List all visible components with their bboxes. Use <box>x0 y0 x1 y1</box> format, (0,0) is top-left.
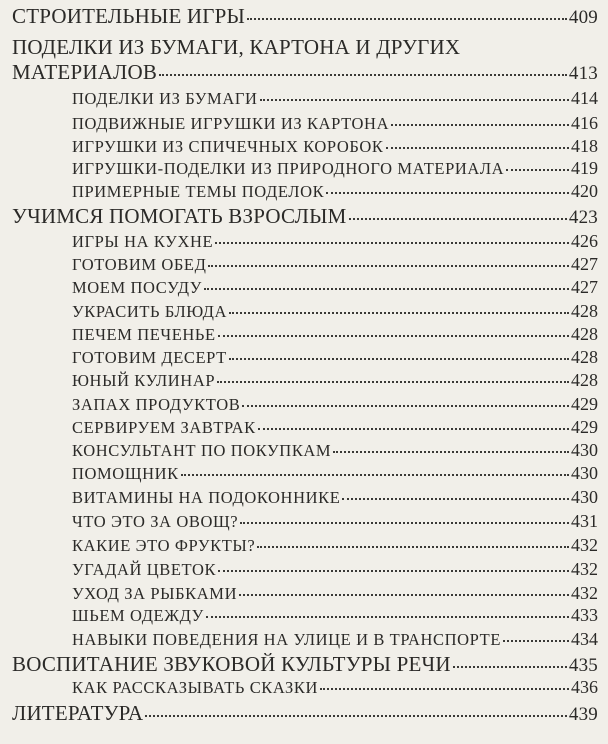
toc-entry-title: ЛИТЕРАТУРА <box>12 701 144 725</box>
leader-dots <box>333 451 569 453</box>
toc-entry-title: ИГРУШКИ-ПОДЕЛКИ ИЗ ПРИРОДНОГО МАТЕРИАЛА <box>72 159 505 178</box>
leader-dots <box>326 192 569 194</box>
toc-entry-title: ПЕЧЕМ ПЕЧЕНЬЕ <box>72 325 216 344</box>
toc-entry-page: 413 <box>568 63 598 84</box>
toc-entry <box>72 254 598 275</box>
toc-entry <box>72 677 598 698</box>
toc-entry <box>72 440 598 461</box>
toc-entry-page: 427 <box>571 254 598 274</box>
toc-entry <box>72 136 598 157</box>
toc-entry <box>12 204 598 229</box>
toc-entry-page: 416 <box>571 113 598 133</box>
toc-entry-page: 436 <box>571 677 598 697</box>
toc-entry-page: 430 <box>571 487 598 507</box>
toc-entry-title: КАК РАССКАЗЫВАТЬ СКАЗКИ <box>72 678 319 697</box>
leader-dots <box>218 570 569 572</box>
leader-dots <box>247 18 567 20</box>
leader-dots <box>503 640 569 642</box>
toc-entry-page: 419 <box>571 158 598 178</box>
leader-dots <box>242 405 569 407</box>
toc-entry-title: СЕРВИРУЕМ ЗАВТРАК <box>72 418 256 437</box>
toc-entry-title: ИГРЫ НА КУХНЕ <box>72 232 214 251</box>
toc-entry-title: ПОДЕЛКИ ИЗ БУМАГИ <box>72 89 258 108</box>
toc-entry-page: 428 <box>571 347 598 367</box>
leader-dots <box>320 688 569 690</box>
toc-entry-title: ЗАПАХ ПРОДУКТОВ <box>72 395 241 414</box>
toc-entry-page: 434 <box>571 629 598 649</box>
toc-entry-title: СТРОИТЕЛЬНЫЕ ИГРЫ <box>12 4 246 28</box>
toc-entry-title: ШЬЕМ ОДЕЖДУ <box>72 606 204 625</box>
toc-entry-page: 432 <box>571 535 598 555</box>
leader-dots <box>215 242 569 244</box>
toc-entry-title: МОЕМ ПОСУДУ <box>72 278 203 297</box>
toc-entry-title: УКРАСИТЬ БЛЮДА <box>72 302 227 321</box>
toc-entry-title: ВИТАМИНЫ НА ПОДОКОННИКЕ <box>72 488 341 507</box>
leader-dots <box>229 312 569 314</box>
toc-entry-page: 428 <box>571 324 598 344</box>
toc-entry-title: НАВЫКИ ПОВЕДЕНИЯ НА УЛИЦЕ И В ТРАНСПОРТЕ <box>72 630 502 649</box>
toc-entry-page: 423 <box>568 207 598 228</box>
toc-entry-page: 428 <box>571 370 598 390</box>
leader-dots <box>260 99 570 101</box>
toc-entry-page: 432 <box>571 583 598 603</box>
toc-entry <box>72 301 598 322</box>
toc-entry <box>72 324 598 345</box>
toc-entry-title: ЮНЫЙ КУЛИНАР <box>72 371 216 390</box>
toc-entry-page: 428 <box>571 301 598 321</box>
leader-dots <box>145 715 567 717</box>
toc-entry-page: 430 <box>571 463 598 483</box>
leader-dots <box>342 498 569 500</box>
leader-dots <box>229 358 569 360</box>
leader-dots <box>208 265 569 267</box>
toc-entry-title: ГОТОВИМ ДЕСЕРТ <box>72 348 227 367</box>
toc-entry <box>72 394 598 415</box>
toc-entry-page: 429 <box>571 394 598 414</box>
toc-entry <box>72 370 598 391</box>
leader-dots <box>240 522 569 524</box>
toc-entry <box>12 652 598 677</box>
toc-entry <box>12 35 598 60</box>
leader-dots <box>181 474 569 476</box>
toc-entry-title: КОНСУЛЬТАНТ ПО ПОКУПКАМ <box>72 441 332 460</box>
leader-dots <box>506 169 569 171</box>
toc-entry-page: 433 <box>571 605 598 625</box>
leader-dots <box>239 594 569 596</box>
toc-entry-page: 418 <box>571 136 598 156</box>
toc-entry <box>72 605 598 626</box>
toc-entry <box>72 559 598 580</box>
toc-entry-page: 430 <box>571 440 598 460</box>
toc-entry-page: 435 <box>568 655 598 676</box>
leader-dots <box>204 288 569 290</box>
toc-entry <box>72 583 598 604</box>
toc-entry <box>72 535 598 556</box>
leader-dots <box>386 147 570 149</box>
toc-entry-page: 427 <box>571 277 598 297</box>
toc-entry <box>72 347 598 368</box>
toc-entry-title: ВОСПИТАНИЕ ЗВУКОВОЙ КУЛЬТУРЫ РЕЧИ <box>12 652 451 676</box>
toc-entry-page: 409 <box>568 7 598 28</box>
toc-entry-title: ПРИМЕРНЫЕ ТЕМЫ ПОДЕЛОК <box>72 182 325 201</box>
toc-entry-page: 414 <box>571 88 598 108</box>
leader-dots <box>391 124 569 126</box>
toc-entry-page: 420 <box>571 181 598 201</box>
toc-entry <box>72 629 598 650</box>
toc-entry-title: ГОТОВИМ ОБЕД <box>72 255 207 274</box>
toc-entry <box>72 511 598 532</box>
toc-entry-title: ПОДЕЛКИ ИЗ БУМАГИ, КАРТОНА И ДРУГИХ <box>12 35 461 59</box>
toc-entry-title: ПОДВИЖНЫЕ ИГРУШКИ ИЗ КАРТОНА <box>72 114 390 133</box>
toc-entry <box>72 88 598 109</box>
leader-dots <box>258 428 569 430</box>
toc-entry <box>72 231 598 252</box>
leader-dots <box>349 218 567 220</box>
leader-dots <box>206 616 569 618</box>
toc-entry-page: 426 <box>571 231 598 251</box>
leader-dots <box>218 335 569 337</box>
toc-entry <box>12 60 598 85</box>
toc-entry <box>72 463 598 484</box>
toc-entry-page: 431 <box>571 511 598 531</box>
toc-entry-title: ИГРУШКИ ИЗ СПИЧЕЧНЫХ КОРОБОК <box>72 137 384 156</box>
leader-dots <box>159 74 567 76</box>
toc-entry <box>72 417 598 438</box>
toc-entry-title: ПОМОЩНИК <box>72 464 179 483</box>
toc-entry-page: 429 <box>571 417 598 437</box>
leader-dots <box>257 546 569 548</box>
toc-entry <box>12 4 598 29</box>
toc-entry <box>72 113 598 134</box>
toc-entry-title: УГАДАЙ ЦВЕТОК <box>72 560 217 579</box>
leader-dots <box>453 666 567 668</box>
leader-dots <box>217 381 569 383</box>
toc-entry-title: УЧИМСЯ ПОМОГАТЬ ВЗРОСЛЫМ <box>12 204 347 228</box>
toc-entry <box>72 158 598 179</box>
toc-entry-title: МАТЕРИАЛОВ <box>12 60 158 84</box>
toc-entry <box>72 181 598 202</box>
toc-entry-page: 439 <box>568 704 598 725</box>
toc-entry <box>12 701 598 726</box>
toc-entry <box>72 487 598 508</box>
toc-entry-title: КАКИЕ ЭТО ФРУКТЫ? <box>72 536 256 555</box>
toc-entry <box>72 277 598 298</box>
toc-entry-page: 432 <box>571 559 598 579</box>
toc-entry-title: ЧТО ЭТО ЗА ОВОЩ? <box>72 512 239 531</box>
toc-entry-title: УХОД ЗА РЫБКАМИ <box>72 584 238 603</box>
